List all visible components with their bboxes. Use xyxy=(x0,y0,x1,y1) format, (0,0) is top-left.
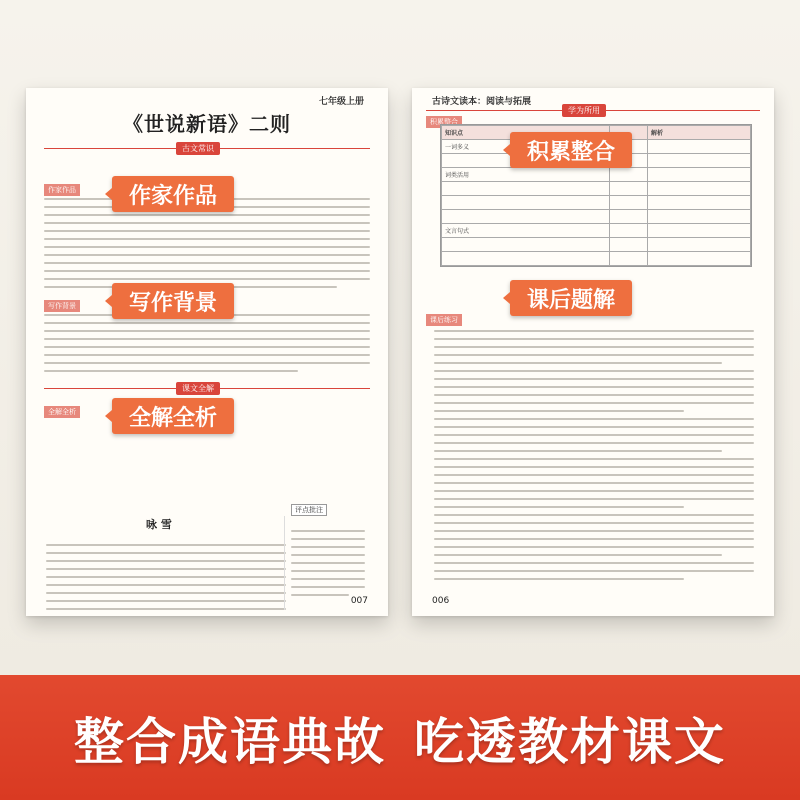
left-book-page xyxy=(26,88,388,616)
background-tab: 写作背景 xyxy=(44,300,80,312)
table-row xyxy=(442,252,751,266)
section-label: 学为所用 xyxy=(562,104,606,117)
table-row: 词类活用 xyxy=(442,168,751,182)
author-tab: 作家作品 xyxy=(44,184,80,196)
col-header: 解析 xyxy=(647,126,750,140)
page-title: 《世说新语》二则 xyxy=(123,112,291,136)
running-header: 七年级上册 xyxy=(318,97,364,107)
table-row xyxy=(442,210,751,224)
poem-area xyxy=(46,516,286,610)
callout-writing-background: 写作背景 xyxy=(112,283,234,319)
callout-full-analysis: 全解全析 xyxy=(112,398,234,434)
table-row: 文言句式 xyxy=(442,224,751,238)
table-row: 一词多义 xyxy=(442,140,751,154)
col-header: 知识点 xyxy=(442,126,610,140)
promo-banner xyxy=(0,675,800,800)
exercise-text xyxy=(434,324,754,586)
section-label: 古文常识 xyxy=(176,142,220,155)
callout-author-works: 作家作品 xyxy=(112,176,234,212)
full-tab: 全解全析 xyxy=(44,406,80,418)
table-row xyxy=(442,238,751,252)
banner-right-text: 吃透教材课文 xyxy=(414,712,726,771)
running-header: 古诗文读本：阅读与拓展 xyxy=(432,97,532,107)
poem-title: 咏 雪 xyxy=(146,518,172,531)
page-number: 006 xyxy=(432,596,450,606)
page-number: 007 xyxy=(350,596,368,606)
callout-accumulate: 积累整合 xyxy=(510,132,632,168)
table-row xyxy=(442,182,751,196)
summary-tab: 积累整合 xyxy=(426,116,462,128)
callout-exercise-explain: 课后题解 xyxy=(510,280,632,316)
table-row xyxy=(442,196,751,210)
exercise-tab: 课后练习 xyxy=(426,314,462,326)
banner-left-text: 整合成语典故 xyxy=(74,712,386,771)
notes-header: 评点批注 xyxy=(291,504,327,516)
section-label: 课文全解 xyxy=(176,382,220,395)
